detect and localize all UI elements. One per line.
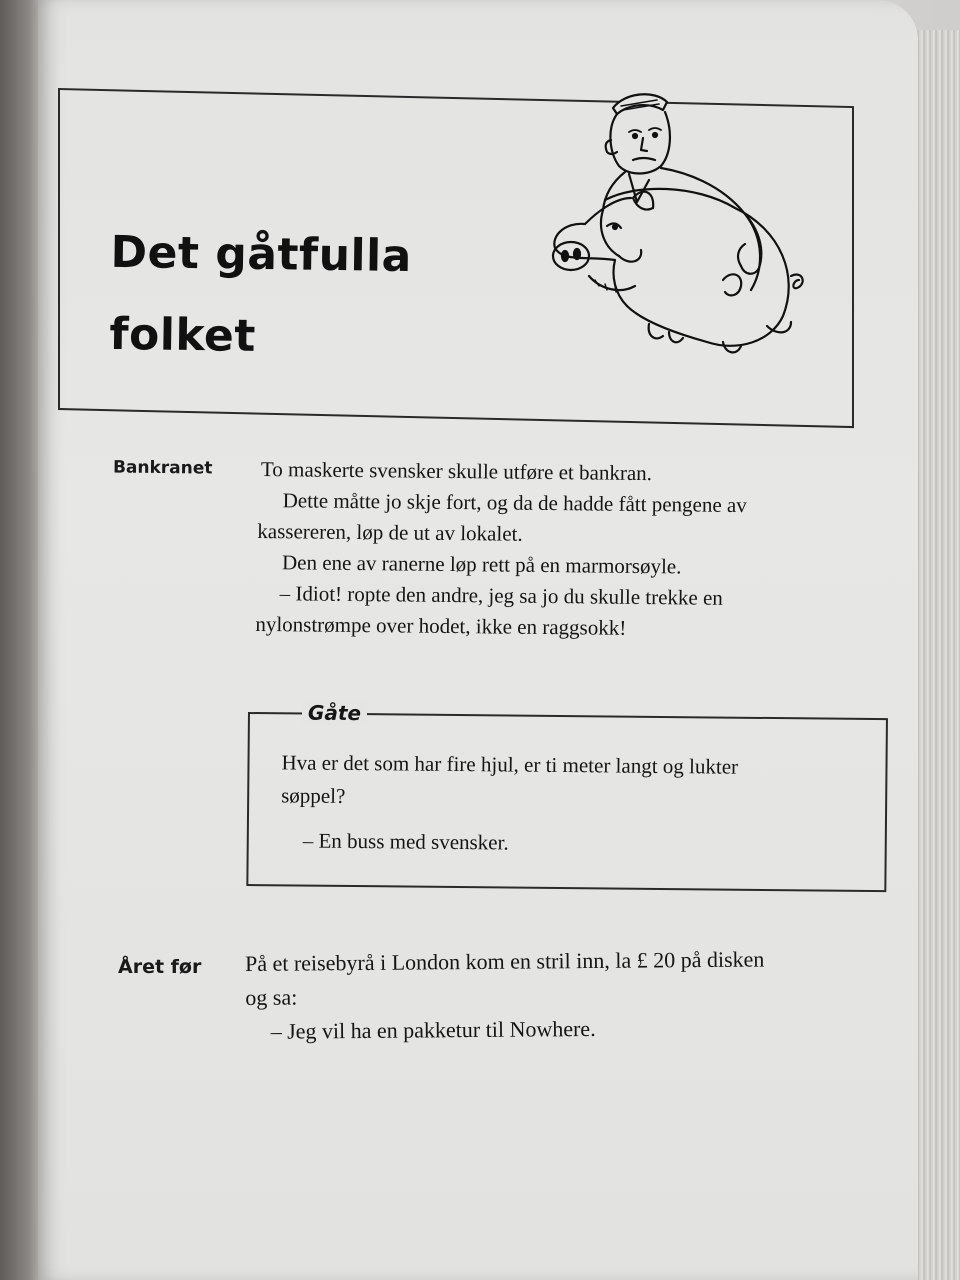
bankranet-line-1: To maskerte svensker skulle utføre et bankran. (260, 457, 653, 486)
riddle-heading: Gåte (302, 701, 367, 726)
aret-for-line-1: På et reisebyrå i London kom en stril inn, la £ 20 på disken (244, 946, 765, 976)
section-label-bankranet: Bankranet (112, 457, 213, 479)
bankranet-line-6: nylonstrømpe over hodet, ikke en raggsokk! (255, 611, 627, 640)
bankranet-line-3: kassereren, løp de ut av lokalet. (257, 518, 523, 546)
title-line-1: Det gåtfulla (110, 226, 413, 283)
section-label-aret-for: Året før (118, 956, 202, 978)
riddle-line-2: søppel? (281, 783, 346, 808)
riddle-line-1: Hva er det som har fire hjul, er ti meter langt og lukter (281, 750, 739, 779)
title-line-2: folket (109, 308, 257, 362)
bankranet-line-5: – Idiot! ropte den andre, jeg sa jo du skulle trekke en (279, 581, 724, 610)
aret-for-line-2: og sa: (245, 984, 298, 1010)
bankranet-line-4: Den ene av ranerne løp rett på en marmorsøyle. (281, 550, 682, 579)
aret-for-line-3: – Jeg vil ha en pakketur til Nowhere. (270, 1015, 596, 1044)
riddle-line-3: – En buss med svensker. (302, 828, 509, 855)
bankranet-line-2: Dette måtte jo skje fort, og da de hadde fått pengene av (282, 488, 747, 518)
